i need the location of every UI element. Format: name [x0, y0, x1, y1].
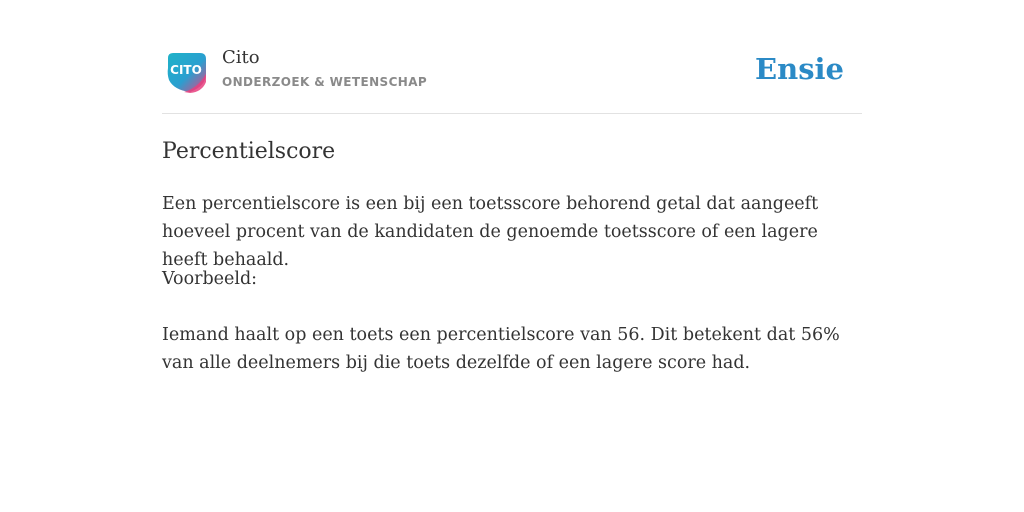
- brand-name[interactable]: Cito: [222, 47, 260, 68]
- header: [162, 44, 862, 114]
- cito-logo-icon: [164, 50, 208, 94]
- definition-text: Een percentielscore is een bij een toetsscore behorend getal dat aangeeft hoeveel procent van de kandidaten de genoemde toetsscore of een lagere heeft behaald.: [162, 194, 819, 270]
- article-card: [162, 0, 862, 512]
- example-text: Iemand haalt op een toets een percentielscore van 56. Dit betekent dat 56% van alle deelnemers bij die toets dezelfde of een lagere score had.: [162, 325, 840, 373]
- page-title: Percentielscore: [162, 139, 336, 164]
- site-logo-ensie[interactable]: Ensie: [755, 52, 844, 86]
- example-label: Voorbeeld:: [162, 269, 258, 289]
- logo-text: CITO: [170, 63, 202, 77]
- brand-subtitle: ONDERZOEK & WETENSCHAP: [222, 75, 428, 89]
- cito-logo[interactable]: [164, 50, 208, 94]
